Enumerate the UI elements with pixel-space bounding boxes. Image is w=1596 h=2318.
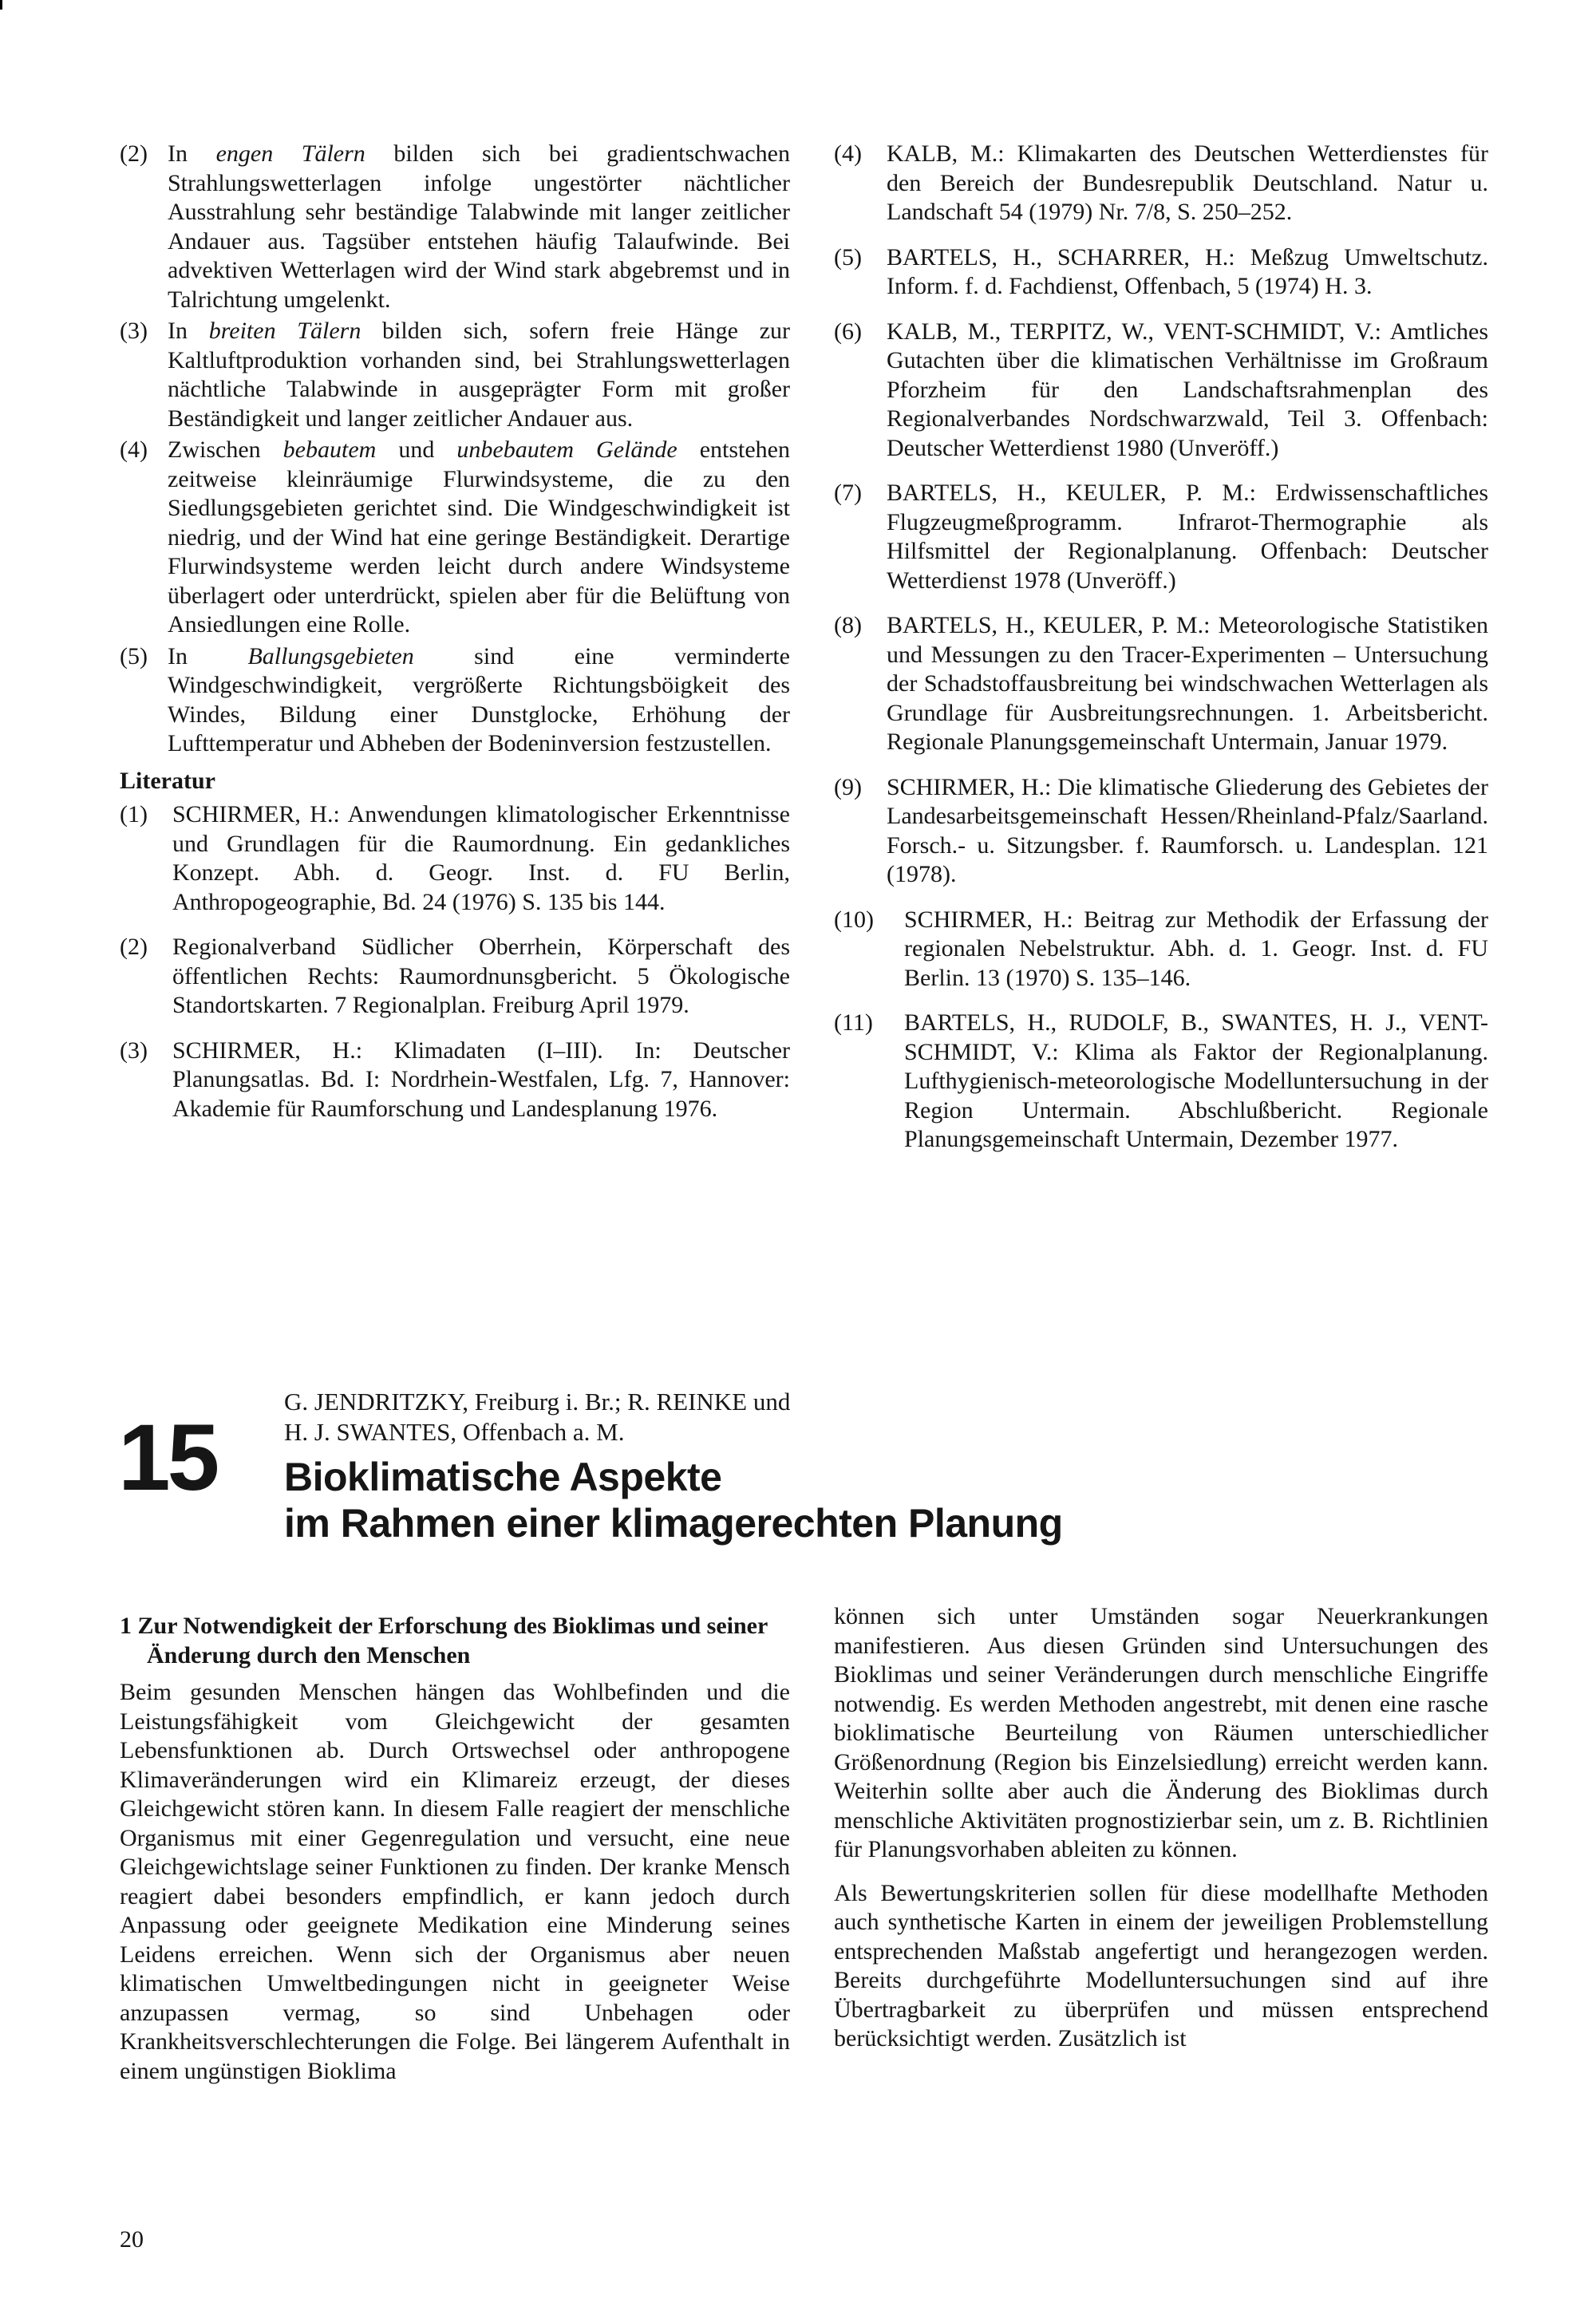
reference-number: (3) (120, 1037, 148, 1064)
text-run: und (376, 436, 457, 463)
reference-item (120, 800, 790, 917)
reference-text: BARTELS, H., SCHARRER, H.: Meßzug Umweltschutz. Inform. f. d. Fachdienst, Offenbach, 5 (1974) H. 3. (887, 243, 1488, 299)
chapter-title (284, 1454, 1321, 1546)
authors-line-1: G. JENDRITZKY, Freiburg i. Br.; R. REINKE und (284, 1388, 791, 1416)
item-text (168, 140, 790, 314)
text-run: In (168, 140, 216, 167)
item-text (168, 642, 790, 759)
emphasis-text: breiten Tälern (208, 318, 361, 344)
reference-number: (10) (834, 906, 874, 933)
reference-item (834, 243, 1488, 302)
right-column-bottom (834, 1602, 1488, 2054)
chapter-authors (284, 1387, 1162, 1447)
reference-text: SCHIRMER, H.: Klimadaten (I–III). In: Deutscher Planungsatlas. Bd. I: Nordrhein-Westfalen, Lfg. 7, Hannover: Akademie für Raumforschung und Landesplanung 1976. (172, 1037, 790, 1122)
reference-item (120, 933, 790, 1021)
reference-number: (2) (120, 934, 148, 960)
authors-line-2: H. J. SWANTES, Offenbach a. M. (284, 1418, 625, 1446)
reference-item (834, 906, 1488, 993)
observation-item (120, 317, 790, 433)
reference-text: KALB, M., TERPITZ, W., VENT-SCHMIDT, V.: Amtliches Gutachten über die klimatischen Verhältnisse im Großraum Pforzheim für den Landschaftsrahmenplan des Regionalverbandes Nordschwarzwald, Teil 3. Offenbach: Deutscher Wetterdienst 1980 (Unveröff.) (887, 318, 1488, 461)
text-run: entstehen zeitweise kleinräumige Flurwindsysteme, die zu den Siedlungsgebieten gerichtet sind. Die Windgeschwindigkeit ist niedrig, und der Wind hat eine geringe Beständigkeit. Derartige Flurwindsysteme werden leicht durch andere Windsysteme überlagert oder unterdrückt, spielen aber für die Belüftung von Ansiedlungen eine Rolle. (168, 436, 790, 638)
right-column-top (834, 140, 1488, 1171)
text-run: Zwischen (168, 436, 283, 463)
reference-number: (8) (834, 612, 862, 638)
left-column-top (120, 140, 790, 1139)
observation-item (120, 140, 790, 314)
reference-text: BARTELS, H., RUDOLF, B., SWANTES, H. J., VENT-SCHMIDT, V.: Klima als Faktor der Regionalplanung. Lufthygienisch-meteorologische Modelluntersuchung in der Region Untermain. Abschlußbericht. Regionale Planungsgemeinschaft Untermain, Dezember 1977. (904, 1009, 1488, 1152)
title-line-1: Bioklimatische Aspekte (284, 1455, 722, 1499)
reference-text: BARTELS, H., KEULER, P. M.: Meteorologische Statistiken und Messungen zu den Tracer-Experimenten – Untersuchung der Schadstoffausbreitung bei windschwachen Wetterlagen als Grundlage für Ausbreitungsrechnungen. 1. Arbeitsbericht. Regionale Planungsgemeinschaft Untermain, Januar 1979. (887, 612, 1488, 755)
item-text (168, 317, 790, 433)
reference-list-right (834, 140, 1488, 1155)
section-heading: 1 Zur Notwendigkeit der Erforschung des Bioklimas und seiner Änderung durch den Menschen (120, 1613, 768, 1668)
reference-number: (7) (834, 480, 862, 506)
reference-number: (1) (120, 801, 148, 827)
reference-text: BARTELS, H., KEULER, P. M.: Erdwissenschaftliches Flugzeugmeßprogramm. Infrarot-Thermographie als Hilfsmittel der Regionalplanung. Offenbach: Deutscher Wetterdienst 1978 (Unveröff.) (887, 480, 1488, 594)
literature-heading: Literatur (120, 767, 215, 794)
item-text (168, 436, 790, 640)
body-paragraph: Beim gesunden Menschen hängen das Wohlbefinden und die Leistungsfähigkeit vom Gleichgewicht der gesamten Lebensfunktionen ab. Durch Ortswechsel oder anthropogene Klimaveränderungen wird ein Klimareiz erzeugt, der dieses Gleichgewicht stören kann. In diesem Falle reagiert der menschliche Organismus mit einer Gegenregulation und versucht, eine neue Gleichgewichtslage seiner Funktionen zu finden. Der kranke Mensch reagiert dabei besonders empfindlich, er kann jedoch durch Anpassung oder geeignete Medikation eine Minderung seines Leidens erreichen. Wenn sich der Organismus aber neuen klimatischen Umweltbedingungen nicht in geeigneter Weise anzupassen vermag, so sind Unbehagen oder Krankheitsverschlechterungen die Folge. Bei längerem Aufenthalt in einem ungünstigen Bioklima (120, 1679, 790, 2084)
left-column-bottom (120, 1612, 790, 2086)
text-run: sind eine verminderte Windgeschwindigkeit, vergrößerte Richtungsböigkeit des Windes, Bildung einer Dunstglocke, Erhöhung der Lufttemperatur und Abheben der Bodeninversion festzustellen. (168, 642, 790, 756)
text-run: bilden sich, sofern freie Hänge zur Kaltluftproduktion vorhanden sind, bei Strahlungswetterlagen nächtliche Talabwinde in ausgeprägter Form mit großer Beständigkeit und langer zeitlicher Andauer aus. (168, 318, 790, 432)
reference-item (834, 773, 1488, 890)
reference-text: Regionalverband Südlicher Oberrhein, Körperschaft des öffentlichen Rechts: Raumordnunsgbericht. 5 Ökologische Standortskarten. 7 Regionalplan. Freiburg April 1979. (172, 934, 790, 1018)
reference-number: (11) (834, 1009, 873, 1036)
reference-list-left (120, 800, 790, 1123)
text-run: In (168, 318, 209, 344)
observation-item (120, 642, 790, 759)
reference-text: SCHIRMER, H.: Anwendungen klimatologischer Erkenntnisse und Grundlagen für die Raumordnung. Ein gedankliches Konzept. Abh. d. Geogr. Inst. d. FU Berlin, Anthropogeographie, Bd. 24 (1976) S. 135 bis 144. (172, 801, 790, 915)
reference-item (834, 1009, 1488, 1155)
chapter-number: 15 (118, 1405, 217, 1510)
scan-edge-mark (0, 0, 2, 10)
body-paragraph: können sich unter Umständen sogar Neuerkrankungen manifestieren. Aus diesen Gründen sind Untersuchungen des Bioklimas und seiner Veränderungen durch menschliche Eingriffe notwendig. Es werden Methoden angestrebt, mit denen eine rasche bioklimatische Beurteilung von Räumen unterschiedlicher Größenordnung (Region bis Einzelsiedlung) erreicht werden kann. Weiterhin sollte aber auch die Änderung des Bioklimas durch menschliche Aktivitäten prognostizierbar sein, um z. B. Richtlinien für Planungsvorhaben ableiten zu können. (834, 1603, 1488, 1862)
title-line-2: im Rahmen einer klimagerechten Planung (284, 1501, 1063, 1546)
body-paragraph: Als Bewertungskriterien sollen für diese modellhafte Methoden auch synthetische Karten in einem der jeweiligen Problemstellung entsprechenden Maßstab angefertigt und herangezogen werden. Bereits durchgeführte Modelluntersuchungen sind auf ihre Übertragbarkeit zu überprüfen und müssen entsprechend berücksichtigt werden. Zusätzlich ist (834, 1879, 1488, 2051)
observation-item (120, 436, 790, 640)
observation-list (120, 140, 790, 759)
item-number: (4) (120, 436, 148, 463)
reference-number: (6) (834, 318, 862, 345)
reference-item (834, 611, 1488, 757)
emphasis-text: engen Tälern (215, 140, 365, 167)
reference-text: SCHIRMER, H.: Beitrag zur Methodik der Erfassung der regionalen Nebelstruktur. Abh. d. 1. Geogr. Inst. d. FU Berlin. 13 (1970) S. 135–146. (904, 906, 1488, 991)
reference-text: SCHIRMER, H.: Die klimatische Gliederung des Gebietes der Landesarbeitsgemeinschaft Hessen/Rheinland-Pfalz/Saarland. Forsch.- u. Sitzungsber. f. Raumforsch. u. Landesplan. 121 (1978). (887, 773, 1488, 887)
reference-item (120, 1037, 790, 1124)
reference-number: (9) (834, 773, 862, 800)
reference-number: (5) (834, 243, 862, 270)
item-number: (3) (120, 318, 148, 344)
reference-item (834, 479, 1488, 595)
reference-number: (4) (834, 140, 862, 167)
page-number: 20 (120, 2226, 144, 2253)
emphasis-text: Ballungsgebieten (247, 642, 414, 669)
item-number: (2) (120, 140, 148, 167)
text-run: bilden sich bei gradientschwachen Strahlungswetterlagen infolge ungestörter nächtlicher Ausstrahlung sehr beständige Talabwinde mit langer zeitlicher Andauer aus. Tagsüber entstehen häufig Talaufwinde. Bei advektiven Wetterlagen wird der Wind stark abgebremst und in Talrichtung umgelenkt. (168, 140, 790, 313)
text-run: In (168, 642, 248, 669)
item-number: (5) (120, 642, 148, 669)
reference-text: KALB, M.: Klimakarten des Deutschen Wetterdienstes für den Bereich der Bundesrepublik Deutschland. Natur u. Landschaft 54 (1979) Nr. 7/8, S. 250–252. (887, 140, 1488, 225)
reference-item (834, 140, 1488, 227)
reference-item (834, 318, 1488, 464)
emphasis-text: bebautem (282, 436, 377, 463)
emphasis-text: unbebautem Gelände (456, 436, 678, 463)
